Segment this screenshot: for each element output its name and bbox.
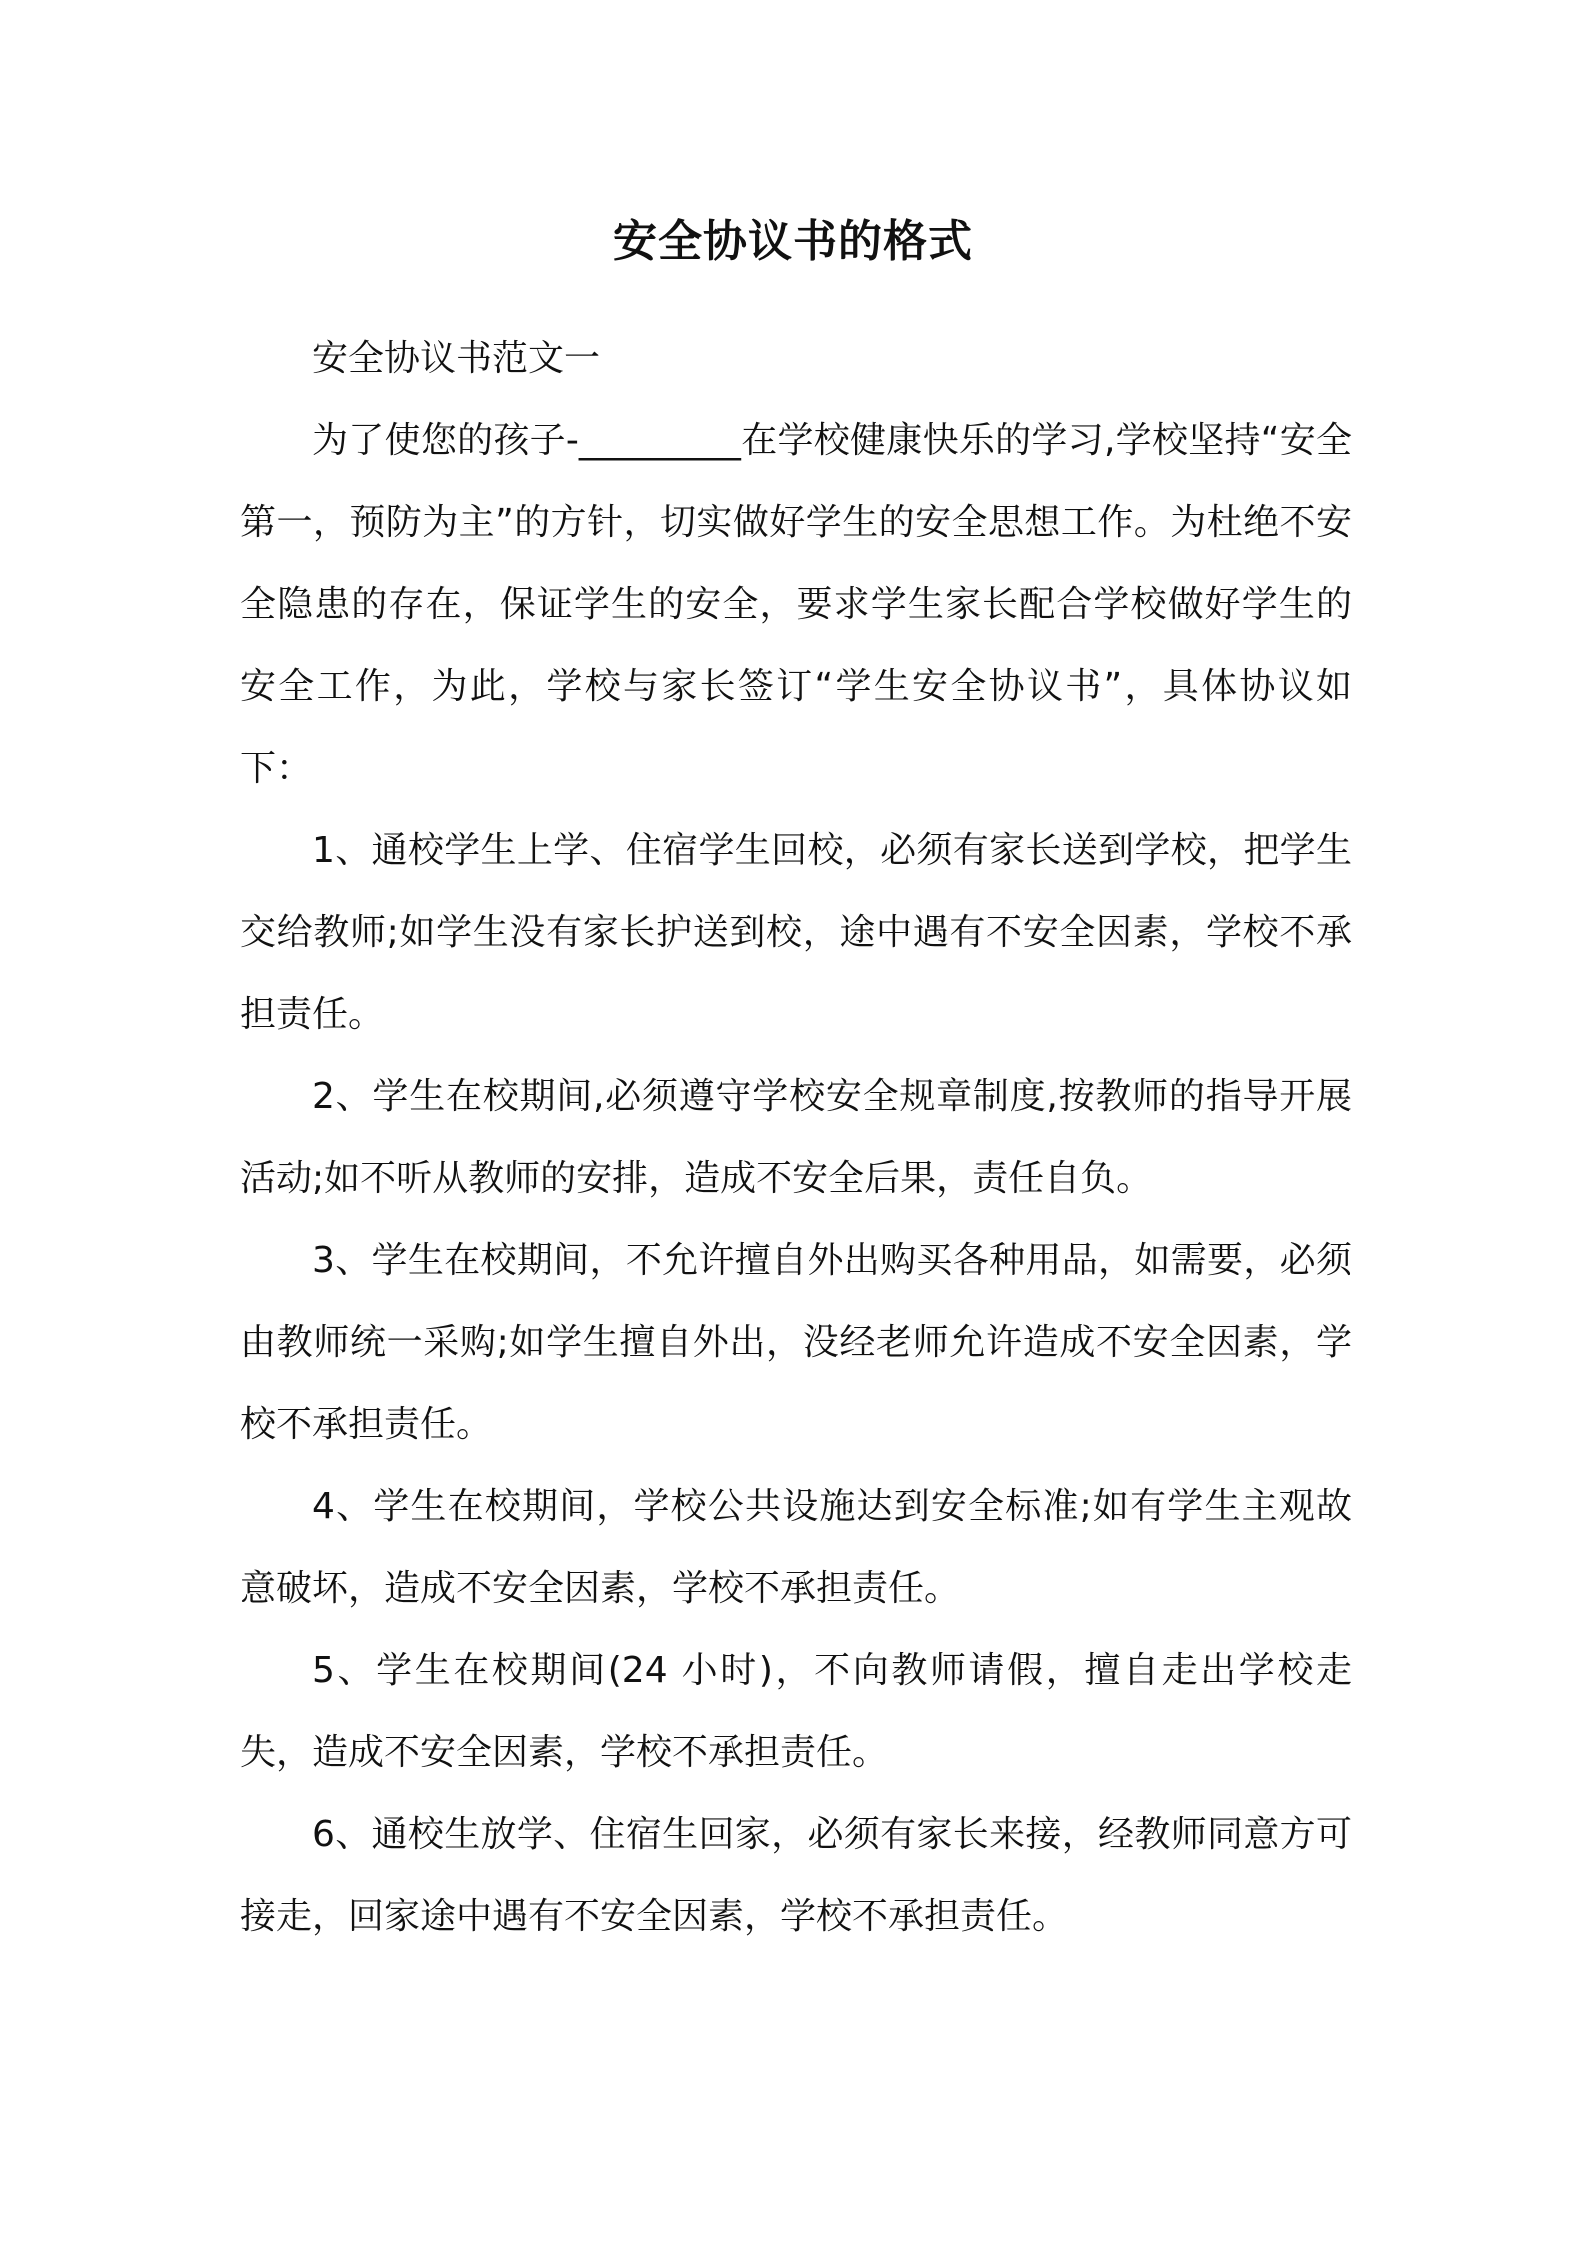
- document-body: [240, 318, 1352, 1958]
- clause-5: 5、学生在校期间(24 小时)，不向教师请假，擅自走出学校走失，造成不安全因素，学校不承担责任。: [240, 1650, 1352, 1773]
- document-title: 安全协议书的格式: [613, 216, 973, 267]
- clause-4: 4、学生在校期间，学校公共设施达到安全标准;如有学生主观故意破坏，造成不安全因素，学校不承担责任。: [240, 1486, 1352, 1609]
- intro-paragraph: 为了使您的孩子-_________在学校健康快乐的学习,学校坚持“安全第一，预防为主”的方针，切实做好学生的安全思想工作。为杜绝不安全隐患的存在，保证学生的安全，要求学生家长配合学校做好学生的安全工作，为此，学校与家长签订“学生安全协议书”，具体协议如下：: [240, 420, 1352, 789]
- clause-6: 6、通校生放学、住宿生回家，必须有家长来接，经教师同意方可接走，回家途中遇有不安全因素，学校不承担责任。: [240, 1814, 1352, 1937]
- clause-3: 3、学生在校期间，不允许擅自外出购买各种用品，如需要，必须由教师统一采购;如学生擅自外出，没经老师允许造成不安全因素，学校不承担责任。: [240, 1240, 1352, 1445]
- clause-1: 1、通校学生上学、住宿学生回校，必须有家长送到学校，把学生交给教师;如学生没有家长护送到校，途中遇有不安全因素，学校不承担责任。: [240, 830, 1352, 1035]
- clause-2: 2、学生在校期间,必须遵守学校安全规章制度,按教师的指导开展活动;如不听从教师的安排，造成不安全后果，责任自负。: [240, 1076, 1352, 1199]
- section-subtitle: 安全协议书范文一: [312, 338, 601, 379]
